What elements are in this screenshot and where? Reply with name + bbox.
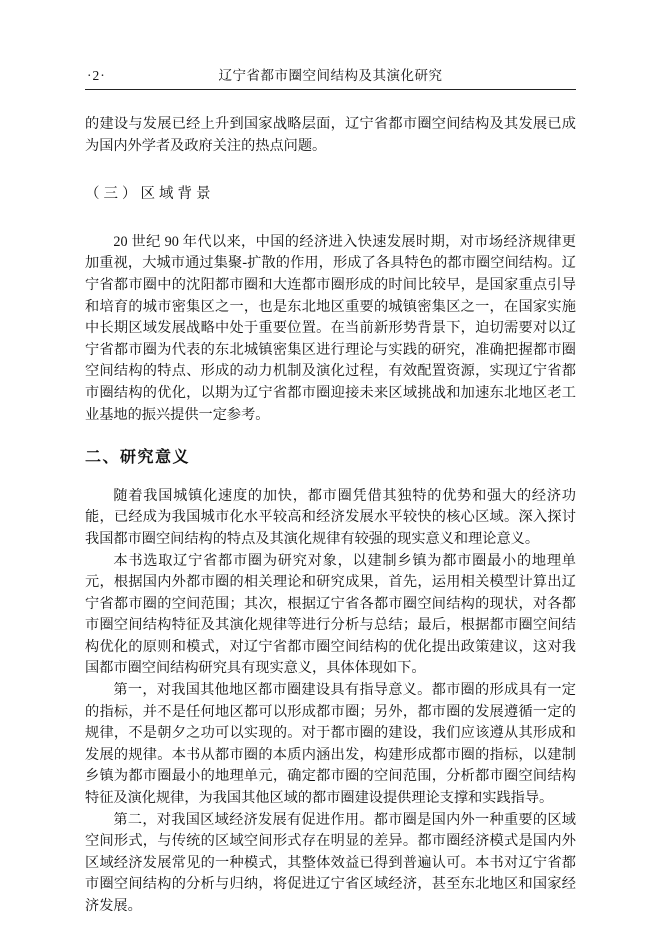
paragraph-significance-1: 随着我国城镇化速度的加快，都市圈凭借其独特的优势和强大的经济功能，已经成为我国城市化水平较高和经济发展水平较快的核心区域。深入探讨我国都市圈空间结构的特点及其演化规律有较强的现实意义和理论意义。 (85, 487, 576, 547)
paragraph-significance-3: 第一，对我国其他地区都市圈建设具有指导意义。都市圈的形成具有一定的指标，并不是任何地区都可以形成都市圈；另外，都市圈的发展遵循一定的规律，不是朝夕之功可以实现的。对于都市圈的建设，我们应该遵从其形成和发展的规律。本书从都市圈的本质内涵出发，构建形成都市圈的指标，以建制乡镇为都市圈最小的地理单元，确定都市圈的空间范围，分析都市圈空间结构特征及演化规律，为我国其他区域的都市圈建设提供理论支撑和实践指导。 (85, 682, 576, 807)
page-body (85, 114, 576, 918)
paragraph-region-background: 20 世纪 90 年代以来，中国的经济进入快速发展时期，对市场经济规律更加重视，大城市通过集聚-扩散的作用，形成了各具特色的都市圈空间结构。辽宁省都市圈中的沈阳都市圈和大连都市圈形成的时间比较早，是国家重点引导和培育的城市密集区之一，也是东北地区重要的城镇密集区之一，在国家实施中长期区域发展战略中处于重要位置。在当前新形势背景下，迫切需要对以辽宁省都市圈为代表的东北城镇密集区进行理论与实践的研究，准确把握都市圈空间结构的特点、形成的动力机制及演化过程，有效配置资源，实现辽宁省都市圈结构的优化，以期为辽宁省都市圈迎接未来区域挑战和加速东北地区老工业基地的振兴提供一定参考。 (85, 233, 576, 423)
page-header (85, 66, 576, 85)
header-rule (85, 89, 576, 90)
continuation-paragraph: 的建设与发展已经上升到国家战略层面，辽宁省都市圈空间结构及其发展已成为国内外学者及政府关注的热点问题。 (85, 116, 576, 154)
paragraph-significance-2: 本书选取辽宁省都市圈为研究对象，以建制乡镇为都市圈最小的地理单元，根据国内外都市圈的相关理论和研究成果，首先，运用相关模型计算出辽宁省都市圈的空间范围；其次，根据辽宁省各都市圈空间结构的现状，对各都市圈空间结构特征及其演化规律等进行分析与总结；最后，根据都市圈空间结构优化的原则和模式，对辽宁省都市圈空间结构的优化提出政策建议，这对我国都市圈空间结构研究具有现实意义，具体体现如下。 (85, 552, 576, 677)
section-heading-region-background: （三）区域背景 (85, 186, 215, 203)
running-title: 辽宁省都市圈空间结构及其演化研究 (218, 68, 443, 83)
paragraph-significance-4: 第二，对我国区域经济发展有促进作用。都市圈是国内外一种重要的区域空间形式，与传统的区域空间形式存在明显的差异。都市圈经济模式是国内外区域经济发展常见的一种模式，其整体效益已得到普遍认可。本书对辽宁省都市圈空间结构的分析与归纳，将促进辽宁省区域经济，甚至东北地区和国家经济发展。 (85, 811, 576, 914)
page-number: ·2· (87, 68, 106, 83)
section-heading-research-significance: 二、研究意义 (85, 449, 191, 467)
